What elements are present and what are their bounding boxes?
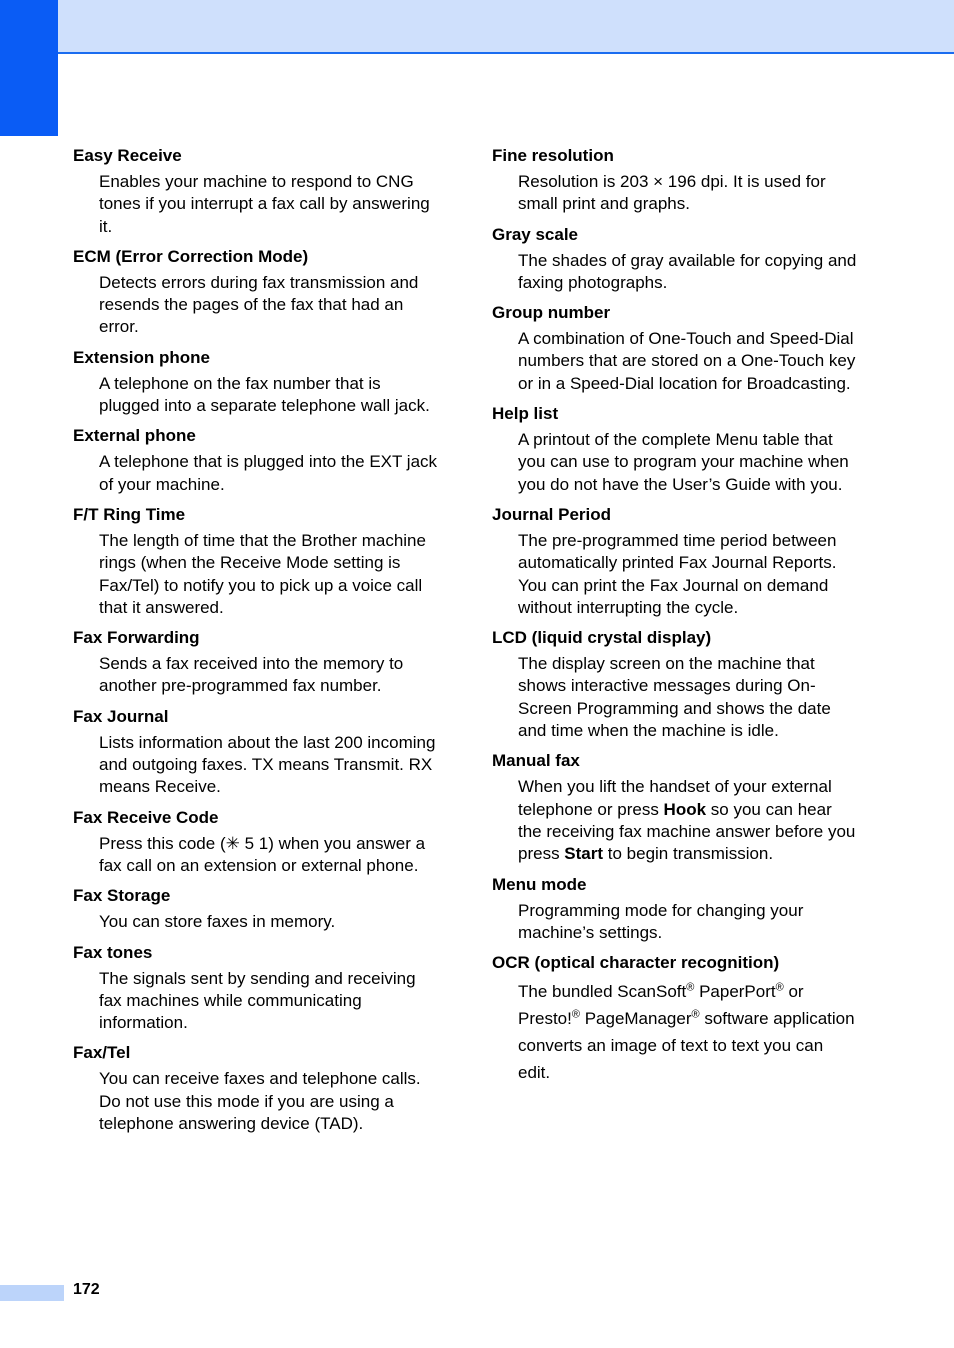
glossary-definition: The display screen on the machine that shows interactive messages during On-Screen Programming and shows the date and time when the machine is idle.: [518, 654, 831, 741]
glossary-entry: [73, 347, 443, 418]
glossary-definition: Programming mode for changing your machine’s settings.: [518, 900, 804, 942]
glossary-term: Fax/Tel: [73, 1043, 131, 1063]
glossary-entry: [73, 145, 443, 238]
glossary-term: Fax Forwarding: [73, 628, 200, 648]
glossary-term: Help list: [492, 404, 559, 424]
glossary-definition: A telephone that is plugged into the EXT jack of your machine.: [99, 452, 438, 494]
glossary-entry: [73, 627, 443, 698]
glossary-entry: [492, 145, 862, 216]
glossary-term: LCD (liquid crystal display): [492, 628, 712, 648]
registered-mark: ®: [571, 1008, 580, 1021]
glossary-entry: [492, 952, 862, 1086]
glossary-definition: A combination of One-Touch and Speed-Dial numbers that are stored on a One-Touch key or in a Speed-Dial location for Broadcasting.: [518, 329, 856, 393]
glossary-definition: Lists information about the last 200 incoming and outgoing faxes. TX means Transmit. RX means Receive.: [99, 732, 436, 797]
glossary-term: Fax Journal: [73, 706, 169, 726]
glossary-entry: [73, 504, 443, 619]
glossary-term: External phone: [73, 426, 196, 446]
glossary-entry: [492, 302, 862, 395]
glossary-entry: [73, 807, 443, 878]
definition-text: The bundled ScanSoft: [518, 982, 687, 1002]
glossary-definition: Enables your machine to respond to CNG tones if you interrupt a fax call by answering it.: [99, 172, 430, 236]
registered-mark: ®: [775, 981, 784, 994]
glossary-column-left: [73, 145, 443, 1143]
glossary-term: Extension phone: [73, 347, 210, 367]
glossary-entry: [73, 246, 443, 339]
glossary-term: F/T Ring Time: [73, 504, 186, 524]
glossary-term: Journal Period: [492, 504, 612, 524]
glossary-entry: [492, 750, 862, 865]
start-key-label: Start: [564, 844, 604, 864]
glossary-definition: The length of time that the Brother machine rings (when the Receive Mode setting is Fax/Tel) to notify you to pick up a voice call that it answered.: [99, 530, 426, 617]
definition-text: PaperPort: [694, 982, 776, 1002]
glossary-term: Fax tones: [73, 942, 153, 962]
glossary-definition: The shades of gray available for copying and faxing photographs.: [518, 250, 857, 292]
glossary-term: Easy Receive: [73, 146, 182, 165]
definition-text: or Presto!: [518, 982, 804, 1029]
glossary-term: Menu mode: [492, 874, 587, 894]
definition-text: software application converts an image of text to text you can edit.: [518, 1009, 855, 1083]
glossary-entry: [73, 1042, 443, 1135]
glossary-definition: [518, 978, 860, 1086]
glossary-term: Gray scale: [492, 224, 579, 244]
glossary-definition: The signals sent by sending and receiving fax machines while communicating information.: [99, 968, 416, 1033]
glossary-definition: You can receive faxes and telephone calls. Do not use this mode if you are using a telephone answering device (TAD).: [99, 1069, 421, 1134]
glossary-definition: The pre-programmed time period between automatically printed Fax Journal Reports. You can print the Fax Journal on demand without interrupting the cycle.: [518, 530, 837, 617]
glossary-column-right: [492, 145, 862, 1094]
registered-mark: ®: [691, 1008, 700, 1021]
glossary-entry: [492, 504, 862, 619]
glossary-definition: Resolution is 203 × 196 dpi. It is used for small print and graphs.: [518, 172, 826, 214]
glossary-term: OCR (optical character recognition): [492, 953, 780, 973]
footer-band: [0, 1285, 64, 1301]
glossary-term: Fax Storage: [73, 886, 171, 906]
glossary-term: Group number: [492, 303, 611, 323]
glossary-entry: [73, 885, 443, 933]
glossary-entry: [492, 874, 862, 945]
definition-text: so you can hear the receiving fax machine answer before you press: [518, 799, 856, 864]
glossary-term: ECM (Error Correction Mode): [73, 246, 309, 266]
glossary-term: Manual fax: [492, 751, 580, 771]
glossary-term: Fine resolution: [492, 146, 614, 165]
glossary-definition: You can store faxes in memory.: [99, 912, 336, 932]
hook-key-label: Hook: [663, 799, 707, 819]
glossary-entry: [73, 942, 443, 1035]
glossary-definition: Sends a fax received into the memory to another pre-programmed fax number.: [99, 654, 404, 696]
glossary-entry: [73, 425, 443, 496]
chapter-tab: [0, 0, 58, 136]
definition-text: When you lift the handset of your external telephone or press: [518, 777, 832, 819]
glossary-term: Fax Receive Code: [73, 807, 219, 827]
registered-mark: ®: [686, 981, 695, 994]
glossary-definition: A printout of the complete Menu table that you can use to program your machine when you do not have the User’s Guide with you.: [518, 430, 849, 494]
glossary-entry: [73, 706, 443, 799]
page-number: 172: [73, 1281, 100, 1298]
glossary-definition: A telephone on the fax number that is plugged into a separate telephone wall jack.: [99, 373, 430, 416]
glossary-definition: Press this code (✳ 5 1) when you answer a fax call on an extension or external phone.: [99, 833, 426, 875]
definition-text: to begin transmission.: [603, 844, 774, 864]
header-band: [0, 0, 954, 54]
definition-text: PageManager: [579, 1009, 692, 1029]
glossary-definition: Detects errors during fax transmission and resends the pages of the fax that had an error.: [99, 272, 419, 337]
glossary-definition: [518, 776, 860, 865]
glossary-entry: [492, 224, 862, 295]
glossary-entry: [492, 403, 862, 496]
glossary-entry: [492, 627, 862, 742]
